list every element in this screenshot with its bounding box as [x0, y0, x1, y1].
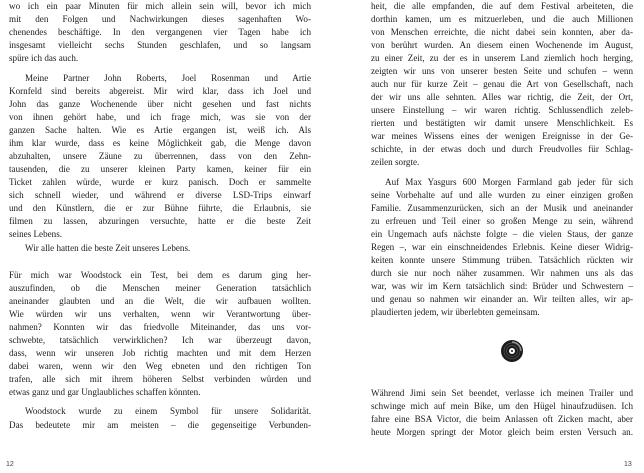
text-line: von Menschen erreichte, die nicht dabei sein konnten, aber da- — [371, 27, 633, 37]
text-line: Das bedeutete mir am meisten – die gegenseitige Verbunden- — [9, 420, 311, 430]
text-line: Meine Partner John Roberts, Joel Rosenman und Artie — [25, 73, 311, 83]
text-line: war meines Wissens eines der wenigen Ereignisse in der Ge- — [371, 131, 633, 141]
text-line: spüre ich das auch. — [9, 53, 79, 63]
text-line: seines Lebens. — [9, 229, 63, 239]
text-line: Kornfeld sind bereits abgereist. Mir wird klar, dass ich Joel und — [9, 86, 311, 96]
text-line: auszufinden, ob die Menschen meiner Generation tatsächlich — [9, 283, 311, 293]
text-line: heute Morgen springt der Motor gleich beim ersten Versuch an. — [371, 427, 633, 437]
text-line: plaudierten jedem, wir überlebten gemeinsam. — [371, 307, 540, 317]
text-line: dorthin kamen, um es mitzuerleben, und die auch Millionen — [371, 14, 633, 24]
text-line: war, was wir im Kern tatsächlich sind: Brüder und Schwestern – — [371, 281, 633, 291]
text-line: zu einer Zeit, zu der es in unserem Land ziemlich hoch herging, — [371, 53, 633, 63]
text-line: nahmen? Konnten wir das friedvolle Miteinander, das uns vor- — [9, 322, 311, 332]
text-line: von berührt wurden. An diesem einen Wochenende im August, — [371, 40, 633, 50]
text-line: schichte, in der etwas doch und durch Freudvolles für Schlag- — [371, 144, 633, 154]
text-line: durch sie nur noch näher zusammen. Wir nahmen uns als das — [371, 268, 633, 278]
text-line: Regen –, war ein einschneidendes Erlebnis. Keine dieser Widrig- — [371, 242, 633, 252]
text-line: Woodstock wurde zu einem Symbol für unsere Solidarität. — [25, 406, 311, 416]
text-line: abzuhalten, unsere Zäune zu überrennen, dass von den Zehn- — [9, 151, 311, 161]
text-line: zeilen sorgte. — [371, 157, 420, 167]
text-line: schwebte, tatsächlich verwirklichen? Ich war überzeugt davon, — [9, 335, 311, 345]
text-line: Während Jimi sein Set beendet, verlasse ich meinen Trailer und — [371, 388, 633, 398]
text-line: zeigten wir uns von unserer besten Seite und schufen – wenn — [371, 66, 633, 76]
page-number: 12 — [6, 461, 14, 468]
text-line: von ihnen gehört habe, und ich frage mich, was sie von der — [9, 112, 311, 122]
text-line: sich schnell wieder, und während er diverse LSD-Trips einwarf — [9, 190, 311, 200]
text-line: schwinge mich auf mein Bike, um den Hügel hinaufzudüsen. Ich — [371, 401, 633, 411]
text-line: Ticket zahlen würde, wurde er kurz panisch. Doch er sammelte — [9, 177, 311, 187]
text-line: der wir uns alle sehnten. Alles war richtig, die Zeit, der Ort, — [371, 92, 633, 102]
text-line: ganzen Sache halten. Wie es Artie ergangen ist, weiß ich. Als — [9, 125, 311, 135]
text-line: chenendes beschäftige. In den vergangenen vier Tagen habe ich — [9, 27, 311, 37]
page-number: 13 — [624, 461, 632, 468]
text-line: heit, die alle empfanden, die auf dem Festival arbeiteten, die — [371, 1, 633, 11]
text-line: trafen, alle sich mit ihrem höheren Selbst verbinden würden und — [9, 374, 311, 384]
text-line: Auf Max Yasgurs 600 Morgen Farmland gab jeder für sich — [385, 177, 633, 187]
text-line: aneinander glaubten und an die Welt, die wir aufbauen wollten. — [9, 296, 311, 306]
text-line: Wir alle hatten die beste Zeit unseres Lebens. — [25, 243, 191, 253]
text-line: auch nur für kurze Zeit – genau die Art von Gesellschaft, nach — [371, 79, 633, 89]
vinyl-record-icon — [500, 339, 524, 363]
text-line: dass, wenn wir unseren Job richtig machten und mit dem Herzen — [9, 348, 311, 358]
text-line: etwas ganz und gar Unglaubliches schaffen könnten. — [9, 387, 201, 397]
text-line: unsere Einstellung – wir waren richtig. Schlussendlich zeleb- — [371, 105, 633, 115]
text-line: ihm klar wurde, dass es keine Möglichkeit gab, die Menge davon — [9, 138, 311, 148]
text-line: tausenden, die zu unserer kleinen Party kamen, keiner für ein — [9, 164, 311, 174]
text-line: John das ganze Wochenende über nicht gesehen und fast nichts — [9, 99, 311, 109]
text-line: filmen zu lassen, abzuringen versuchte, hatte er die beste Zeit — [9, 216, 311, 226]
text-line: und den Künstlern, die er zur Bühne führte, die Erlaubnis, sie — [9, 203, 311, 213]
text-line: Für mich war Woodstock ein Test, bei dem es darum ging her- — [9, 270, 311, 280]
text-line: und genau so nahmen wir einander an. Wir teilten alles, wir ap- — [371, 294, 633, 304]
text-line: zu erfreuen und Teil einer so großen Menge zu sein, während — [371, 216, 633, 226]
text-line: rierten und bestätigten wir damit unsere Menschlichkeit. Es — [371, 118, 633, 128]
text-line: keiten konnte unsere Stimmung trüben. Tatsächlich rückten wir — [371, 255, 633, 265]
text-line: wo ich ein paar Minuten für mich allein sein will, bevor ich mich — [9, 1, 311, 11]
text-line: fahre eine BSA Victor, die beim Anlassen oft Zicken macht, aber — [371, 414, 633, 424]
text-line: Familie. Zusammenzurücken, sich an der Musik und aneinander — [371, 203, 633, 213]
text-line: seine Vorbehalte auf und alle wurden zu einer einzigen großen — [371, 190, 633, 200]
text-line: insgesamt vielleicht sechs Stunden geschlafen, und so langsam — [9, 40, 311, 50]
text-line: Wie würden wir uns verhalten, wenn wir Verantwortung über- — [9, 309, 311, 319]
text-line: ein Ungemach aufs nächste folgte – die vielen Staus, der ganze — [371, 229, 633, 239]
text-line: mit den Folgen und Nachwirkungen dieses sagenhaften Wo- — [9, 14, 311, 24]
text-line: dabei waren, wenn wir den Weg ebneten und den richtigen Ton — [9, 361, 311, 371]
